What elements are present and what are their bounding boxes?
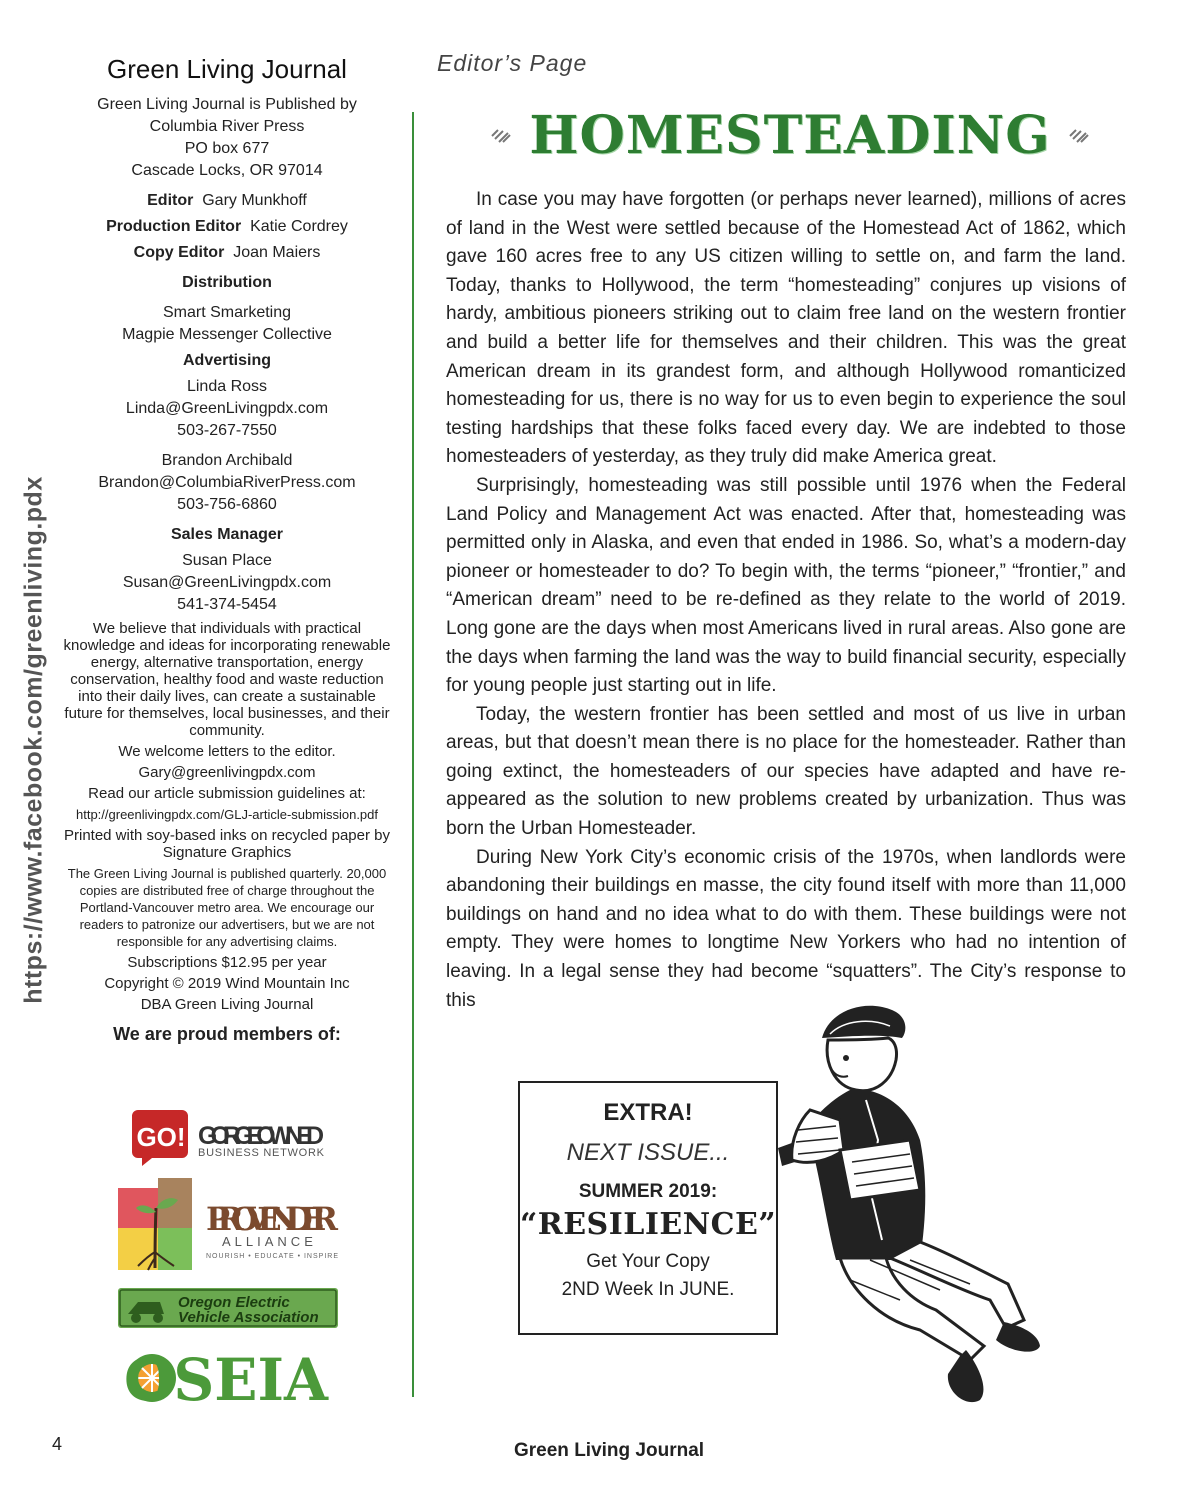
sales-email[interactable]: Susan@GreenLivingpdx.com [122, 574, 332, 591]
editor-credit [62, 190, 392, 212]
provender-tagline-text: NOURISH • EDUCATE • INSPIRE [206, 1253, 338, 1260]
provender-text: PROVENDER [206, 1200, 338, 1238]
article-paragraph: Surprisingly, homesteading was still possible until 1976 when the Federal Land Policy and Management Act was enacted. After that, homesteading was permitted only in Alaska, and even that ended in 1986. So, what’s a modern-day pioneer or homesteader to do? To begin with, the terms “pioneer,” “frontier,” and “American dream” need to be re-defined as they relate to the world of 2019. Long gone are the days when most Americans lived in rural areas. Also gone are the days when farming the land was the way to build financial security, especially for young people just starting out in life. [446, 474, 1126, 697]
oeva-line-2: Vehicle Association [178, 1309, 319, 1326]
dba-note: DBA Green Living Journal [140, 996, 314, 1013]
next-issue-label: NEXT ISSUE... [566, 1139, 730, 1166]
vertical-facebook-url [14, 476, 54, 1004]
article-headline: HOMESTEADING [529, 104, 1051, 166]
distribution-item: Smart Smarketing [162, 304, 292, 321]
ad-contact-phone: 503-756-6860 [177, 496, 277, 513]
members-heading: We are proud members of: [113, 1024, 341, 1044]
next-issue-copy-note [520, 1248, 776, 1304]
footer-title: Green Living Journal [514, 1440, 705, 1461]
production-label: Production Editor [106, 218, 242, 235]
oregon-electric-vehicle-logo [118, 1288, 338, 1328]
hatch-ornament-right [1068, 122, 1090, 149]
oseia-logo [124, 1348, 330, 1406]
editor-name: Gary Munkhoff [202, 192, 307, 209]
copy-line: 2ND Week In JUNE. [561, 1279, 735, 1300]
publisher-name: Columbia River Press [149, 118, 305, 135]
guidelines-link[interactable]: http://greenlivingpdx.com/GLJ-article-submission.pdf [75, 807, 379, 822]
article-paragraph: In case you may have forgotten (or perhaps never learned), millions of acres of land in the West were settled because of the Homestead Act of 1862, which gave 160 acres free to any US citizen willing to settle on, and farm the land. Today, thanks to Hollywood, the term “homesteading” conjures up visions of hardy, ambitious pioneers striking out to claim free land on the western frontier and build a better life for themselves and their children. This was the great American dream in its grandest form, and although Hollywood romanticized homesteading for us, there is no way for us to even begin to experience the soul testing hardships that these folks faced every day. We are indebted to those homesteaders of yesterday, as they truly did make America great. [446, 189, 1126, 468]
next-issue-season: SUMMER 2019: [578, 1181, 718, 1202]
editor-label: Editor [147, 192, 194, 209]
mission-statement: We believe that individuals with practical knowledge and ideas for incorporating renewable energy, alternative transportation, energy conservation, healthy food and waste reduction into their daily lives, can create a sustainable future for themselves, local businesses, and their community. [63, 620, 391, 739]
headline-row [490, 95, 1090, 175]
newsboy-illustration [770, 990, 1130, 1420]
section-label: Editor’s Page [437, 50, 588, 76]
copy-credit [62, 242, 392, 264]
publication-note: The Green Living Journal is published quarterly. 20,000 copies are distributed free of charge throughout the Portland-Vancouver metro area. We encourage our readers to patronize our advertisers, but we are not responsible for any advertising claims. [67, 866, 387, 949]
oeva-line-1: Oregon Electric [178, 1294, 290, 1311]
copyright-note: Copyright © 2019 Wind Mountain Inc [104, 975, 350, 992]
sales-label: Sales Manager [170, 526, 284, 543]
oseia-text: OSEIA [124, 1348, 329, 1406]
published-by: Green Living Journal is Published by [97, 96, 357, 113]
ad-contact-email[interactable]: Brandon@ColumbiaRiverPress.com [98, 474, 356, 491]
gorge-owned-logo [132, 1108, 332, 1168]
ad-contact-name: Brandon Archibald [161, 452, 293, 469]
extra-title: EXTRA! [603, 1099, 693, 1126]
letters-email[interactable]: Gary@greenlivingpdx.com [138, 764, 316, 781]
letters-note: We welcome letters to the editor. [118, 743, 336, 760]
production-name: Katie Cordrey [250, 218, 348, 235]
gorge-owned-text: GORGE OWNED [198, 1122, 324, 1150]
next-issue-box [518, 1081, 778, 1335]
article-paragraph: Today, the western frontier has been settled and most of us live in urban areas, but that doesn’t mean there is no place for the homesteader. Rather than going extinct, the homesteaders of our species have adapted and have re-appeared as the solution to new problems created by urbanization. Thus was born the Urban Homesteader. [446, 703, 1126, 840]
alliance-text: ALLIANCE [222, 1234, 317, 1249]
ad-contact-phone: 503-267-7550 [177, 422, 277, 439]
vertical-url-text: https://www.facebook.com/greenliving.pdx [19, 476, 48, 1004]
advertising-label: Advertising [182, 352, 271, 369]
ad-contact-name: Linda Ross [186, 378, 268, 395]
article-body [446, 186, 1126, 1015]
page-number: 4 [52, 1434, 63, 1454]
distribution-label: Distribution [182, 274, 272, 291]
column-divider [412, 112, 414, 1397]
masthead-sidebar [62, 52, 392, 1045]
publisher-city: Cascade Locks, OR 97014 [131, 162, 323, 179]
business-network-text: BUSINESS NETWORK [198, 1147, 324, 1159]
next-issue-theme: “RESILIENCE” [520, 1207, 777, 1242]
provender-alliance-logo [118, 1178, 342, 1272]
production-credit [62, 216, 392, 238]
copy-label: Copy Editor [133, 244, 225, 261]
ad-contact-email[interactable]: Linda@GreenLivingpdx.com [125, 400, 329, 417]
sales-name: Susan Place [182, 552, 272, 569]
subscriptions-note: Subscriptions $12.95 per year [127, 954, 327, 971]
masthead-brand: Green Living Journal [107, 54, 347, 84]
copy-name: Joan Maiers [233, 244, 321, 261]
publisher-po-box: PO box 677 [184, 140, 270, 157]
hatch-ornament-left [490, 122, 512, 149]
guidelines-note: Read our article submission guidelines at: [88, 785, 366, 802]
copy-line: Get Your Copy [586, 1251, 710, 1272]
distribution-item: Magpie Messenger Collective [122, 326, 332, 343]
printed-note: Printed with soy-based inks on recycled paper by Signature Graphics [63, 827, 390, 861]
go-badge-text: GO! [136, 1122, 186, 1152]
article-paragraph: During New York City’s economic crisis of the 1970s, when landlords were abandoning their buildings en masse, the city found itself with more than 11,000 buildings on hand and no idea what to do with them. These buildings were not empty. They were homes to longtime New Yorkers who had no intention of leaving. In a legal sense they had become “squatters”. The City’s response to this [446, 846, 1126, 1011]
sales-phone: 541-374-5454 [177, 596, 277, 613]
